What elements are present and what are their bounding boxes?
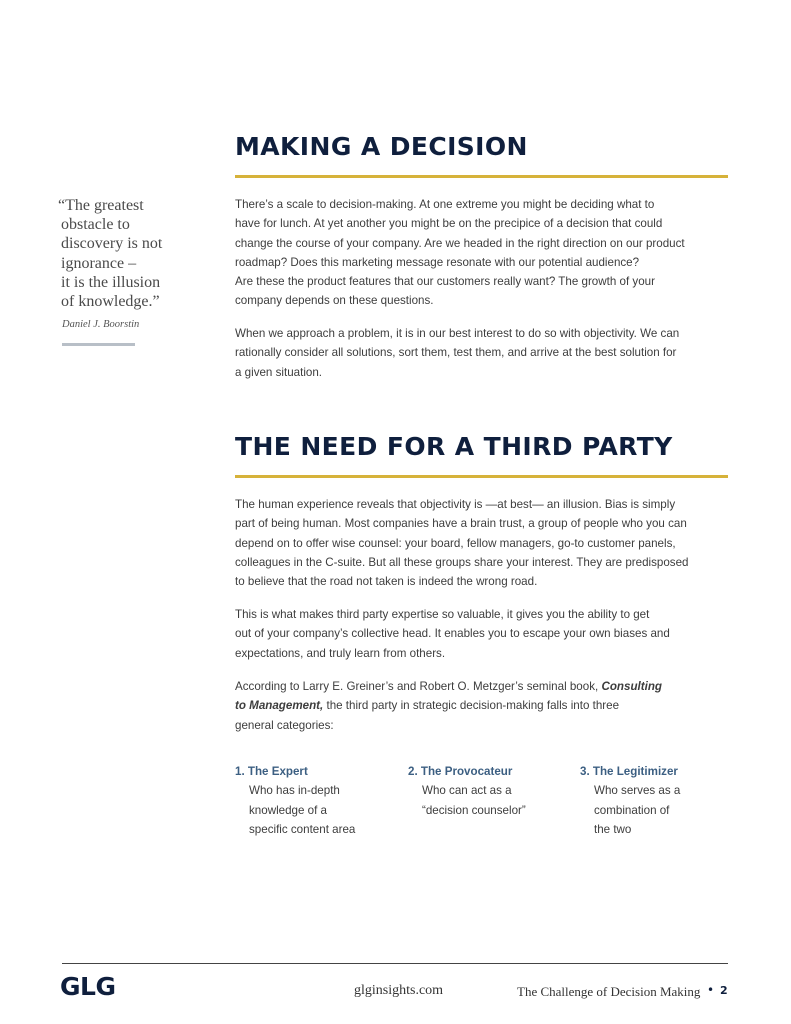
text-line: combination of xyxy=(594,803,670,817)
glg-logo: GLG xyxy=(60,972,116,1001)
section-heading-third-party: THE NEED FOR A THIRD PARTY xyxy=(235,432,673,461)
page-number: 2 xyxy=(720,984,728,997)
footer-divider xyxy=(62,963,728,964)
pull-quote xyxy=(58,196,208,311)
category-expert xyxy=(235,762,395,839)
text-line: Who has in-depth xyxy=(249,784,340,798)
text-line xyxy=(235,677,735,696)
paragraph xyxy=(235,324,735,382)
text-line: “decision counselor” xyxy=(422,803,526,817)
heading-divider xyxy=(235,175,728,178)
quote-line: it is the illusion xyxy=(61,273,161,291)
text-line: This is what makes third party expertise so valuable, it gives you the ability to get xyxy=(235,608,650,621)
text-run: the third party in strategic decision-making falls into three xyxy=(323,699,620,713)
text-line: to believe that the road not taken is indeed the wrong road. xyxy=(235,575,538,589)
text-line: the two xyxy=(594,822,632,836)
paragraph xyxy=(235,677,735,735)
quote-line: ignorance – xyxy=(61,254,137,272)
text-line: specific content area xyxy=(249,822,356,836)
text-line: There’s a scale to decision-making. At one extreme you might be deciding what to xyxy=(235,198,655,211)
text-line xyxy=(235,696,735,715)
text-line: knowledge of a xyxy=(249,803,327,817)
text-line: rationally consider all solutions, sort them, test them, and arrive at the best solution for xyxy=(235,346,677,360)
quote-author: Daniel J. Boorstin xyxy=(62,319,140,330)
category-description xyxy=(408,781,568,820)
text-line: depend on to offer wise counsel: your board, fellow managers, go-to customer panels, xyxy=(235,536,676,550)
footer-document-title: The Challenge of Decision Making xyxy=(517,984,701,999)
text-line: expectations, and truly learn from others. xyxy=(235,646,446,660)
text-line: Who serves as a xyxy=(594,784,681,798)
text-line: Who can act as a xyxy=(422,784,512,798)
text-line: have for lunch. At yet another you might be on the precipice of a decision that could xyxy=(235,217,663,231)
quote-line: obstacle to xyxy=(61,216,130,234)
book-title: Consulting xyxy=(601,680,662,693)
category-legitimizer xyxy=(580,762,740,839)
category-title: 3. The Legitimizer xyxy=(580,765,678,778)
quote-line: discovery is not xyxy=(61,235,163,253)
quote-divider xyxy=(62,343,135,346)
category-description xyxy=(235,781,395,839)
book-title: to Management, xyxy=(235,699,324,713)
text-line: Are these the product features that our customers really want? The growth of your xyxy=(235,275,655,289)
footer-bullet-icon: • xyxy=(707,983,715,997)
category-title: 1. The Expert xyxy=(235,765,308,778)
text-line: out of your company’s collective head. It enables you to escape your own biases and xyxy=(235,627,670,641)
paragraph xyxy=(235,195,735,311)
text-line: change the course of your company. Are we headed in the right direction on our product xyxy=(235,236,685,250)
text-line: When we approach a problem, it is in our best interest to do so with objectivity. We can xyxy=(235,327,680,340)
paragraph xyxy=(235,495,735,591)
text-line: The human experience reveals that objectivity is —at best— an illusion. Bias is simply xyxy=(235,498,676,511)
text-line: company depends on these questions. xyxy=(235,294,434,308)
text-line: general categories: xyxy=(235,718,334,732)
text-line: roadmap? Does this marketing message resonate with our potential audience? xyxy=(235,255,640,269)
text-line: colleagues in the C-suite. But all these groups share your interest. They are predisposed xyxy=(235,555,689,569)
quote-line: of knowledge.” xyxy=(61,293,160,311)
category-title: 2. The Provocateur xyxy=(408,765,513,778)
category-description xyxy=(580,781,740,839)
quote-line: “The greatest xyxy=(58,197,144,214)
footer-website-link[interactable]: glginsights.com xyxy=(354,983,444,998)
text-run: According to Larry E. Greiner’s and Robert O. Metzger’s seminal book, xyxy=(235,680,602,693)
section-heading-making-a-decision: MAKING A DECISION xyxy=(235,132,528,161)
text-line: part of being human. Most companies have a brain trust, a group of people who you can xyxy=(235,517,687,531)
text-line: a given situation. xyxy=(235,365,323,379)
heading-divider xyxy=(235,475,728,478)
paragraph xyxy=(235,605,735,663)
category-provocateur xyxy=(408,762,568,820)
